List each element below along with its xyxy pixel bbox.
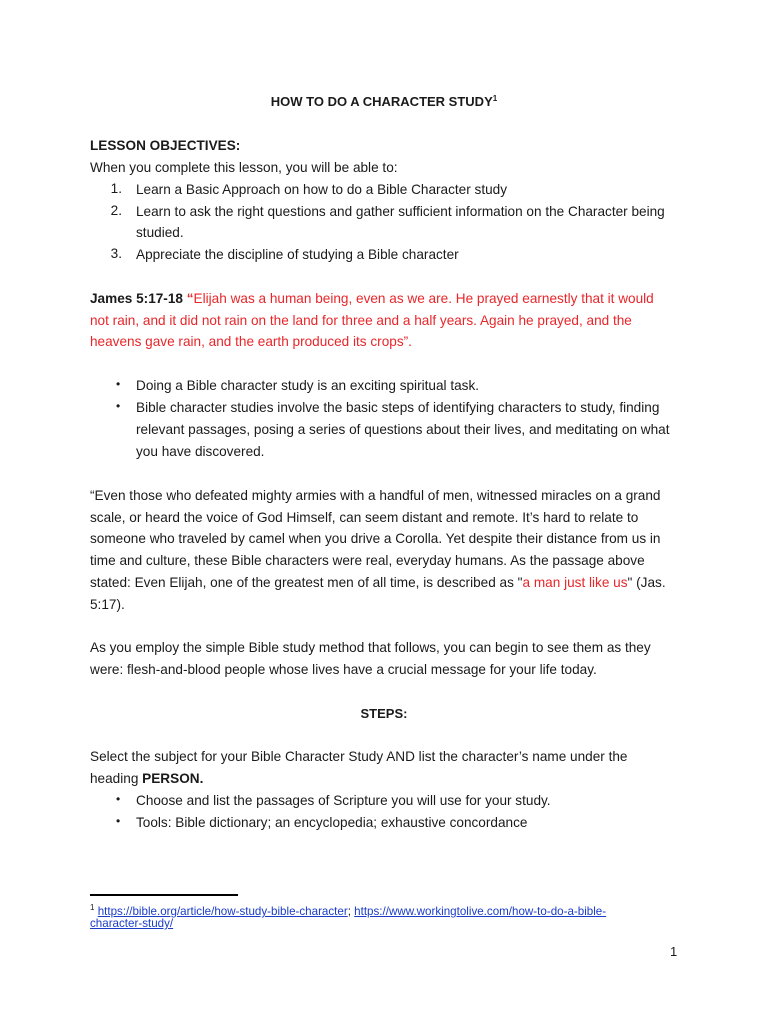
scripture-line: [90, 290, 654, 308]
select-paragraph-line: Select the subject for your Bible Character Study AND list the character’s name under the: [90, 749, 628, 764]
scripture-text: heavens gave rain, and the earth produced its crops”.: [90, 334, 412, 349]
quote-paragraph-line: time and culture, these Bible characters were real, everyday humans. As the passage above: [90, 553, 645, 568]
scripture-text: not rain, and it did not rain on the land for three and a half years. Again he prayed, and the: [90, 313, 632, 328]
quote-paragraph-line: scale, or heard the voice of God Himself, can seem distant and remote. It’s hard to relate to: [90, 510, 639, 525]
footnote-link-workingtolive-continued[interactable]: character-study/: [90, 917, 174, 930]
bullet-item: Doing a Bible character study is an exciting spiritual task.: [136, 378, 480, 393]
footnote-separator-text: ;: [347, 905, 355, 918]
select-paragraph-line: [90, 770, 203, 788]
bullet-marker: •: [116, 377, 121, 391]
person-heading-label: PERSON.: [142, 771, 204, 786]
title-footnote-mark[interactable]: 1: [492, 94, 498, 103]
bullet-marker: •: [116, 399, 121, 413]
employ-paragraph-line: were: flesh-and-blood people whose lives have a crucial message for your life today.: [90, 662, 597, 677]
bullet-marker: •: [116, 814, 121, 828]
objective-item: Learn to ask the right questions and gather sufficient information on the Character being: [136, 204, 665, 219]
quote-highlight: a man just like us: [522, 575, 628, 590]
footnote-link-workingtolive[interactable]: https://www.workingtolive.com/how-to-do-a-bible-: [354, 905, 607, 918]
quote-paragraph-line: [90, 574, 666, 592]
quote-paragraph-line: 5:17).: [90, 597, 125, 612]
scripture-text: Elijah was a human being, even as we are. He prayed earnestly that it would: [193, 291, 654, 306]
footnote-line-continued: [90, 916, 173, 932]
objective-item: Appreciate the discipline of studying a Bible character: [136, 247, 459, 262]
objective-number: 3.: [110, 246, 122, 261]
steps-heading: STEPS:: [360, 706, 408, 721]
footnote-mark: 1: [90, 903, 95, 912]
bullet-item: Choose and list the passages of Scripture you will use for your study.: [136, 793, 551, 808]
footnote-separator: [90, 894, 238, 896]
footnote-link-bible-org[interactable]: https://bible.org/article/how-study-bible-character: [97, 905, 348, 918]
scripture-open-quote: “: [182, 291, 194, 306]
bullet-item-continued: relevant passages, posing a series of questions about their lives, and meditating on what: [136, 422, 670, 437]
page-number: 1: [670, 944, 678, 959]
objective-item-continued: studied.: [136, 225, 184, 240]
bullet-item: Bible character studies involve the basic steps of identifying characters to study, finding: [136, 400, 660, 415]
objective-number: 2.: [110, 203, 122, 218]
scripture-reference: James 5:17-18: [90, 291, 183, 306]
bullet-item-continued: you have discovered.: [136, 444, 265, 459]
quote-paragraph-line: someone who traveled by camel when you drive a Corolla. Yet despite their distance from us in: [90, 531, 661, 546]
quote-text: " (Jas.: [627, 575, 666, 590]
objective-item: Learn a Basic Approach on how to do a Bible Character study: [136, 182, 508, 197]
quote-text: stated: Even Elijah, one of the greatest men of all time, is described as ": [90, 575, 523, 590]
page-title: [0, 94, 768, 109]
title-text: HOW TO DO A CHARACTER STUDY: [270, 94, 493, 109]
objectives-heading: LESSON OBJECTIVES:: [90, 138, 241, 153]
select-text: heading: [90, 771, 143, 786]
employ-paragraph-line: As you employ the simple Bible study method that follows, you can begin to see them as they: [90, 640, 651, 655]
bullet-item: Tools: Bible dictionary; an encyclopedia; exhaustive concordance: [136, 815, 528, 830]
objectives-intro: When you complete this lesson, you will be able to:: [90, 160, 398, 175]
bullet-marker: •: [116, 792, 121, 806]
quote-paragraph-line: “Even those who defeated mighty armies with a handful of men, witnessed miracles on a grand: [90, 488, 661, 503]
objective-number: 1.: [110, 181, 122, 196]
